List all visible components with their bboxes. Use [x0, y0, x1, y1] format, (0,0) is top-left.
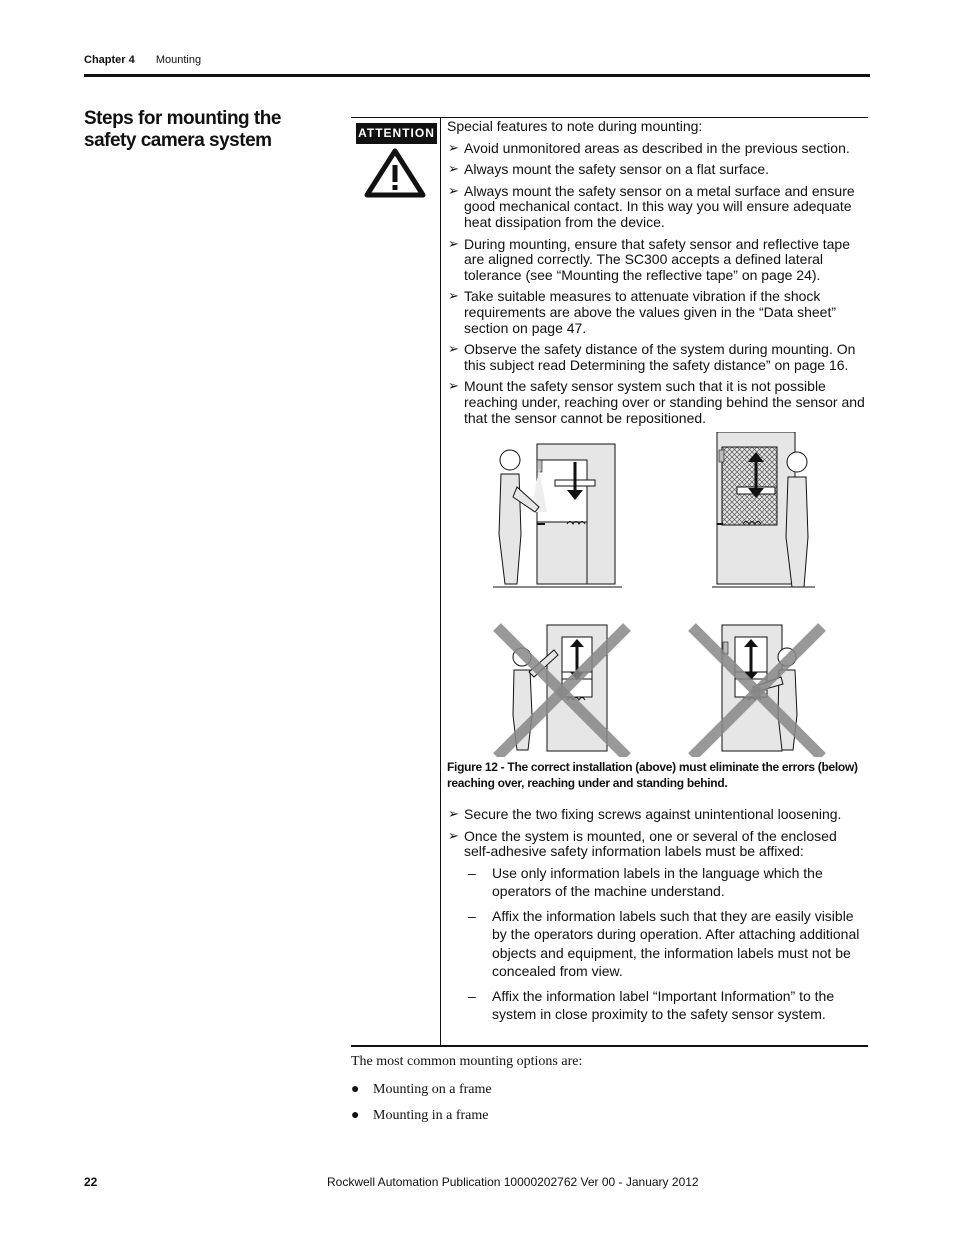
page-header [84, 54, 201, 66]
arrow-bullet-icon: ➢ [448, 235, 459, 251]
list-item: ➢ During mounting, ensure that safety sensor and reflective tape are aligned correctly. The SC300 accepts a defined lateral tolerance (see “Mounting the reflective tape” on page 24). [448, 235, 850, 283]
dash-item: – Affix the information label “Important Information” to the system in close proximity to the safety sensor system. [468, 987, 835, 1023]
correct-installation-behind [712, 432, 815, 587]
arrow-bullet-icon: ➢ [448, 139, 459, 155]
list-item: ➢ Always mount the safety sensor on a flat surface. [448, 161, 770, 178]
dash-list [447, 864, 865, 1024]
list-item: ➢ Mount the safety sensor system such that it is not possible reaching under, reaching over or standing behind the sensor and that the sensor cannot be repositioned. [448, 378, 865, 426]
arrow-bullet-icon: ➢ [448, 378, 459, 394]
list-item: ➢ Avoid unmonitored areas as described in the previous section. [448, 139, 850, 156]
correct-installation-front [493, 444, 622, 587]
attention-content [447, 118, 865, 1030]
attention-intro: Special features to note during mounting: [447, 118, 703, 134]
attention-bullet-list-2 [447, 807, 865, 1024]
publication-info: Rockwell Automation Publication 10000202762 Ver 00 - January 2012 [327, 1175, 699, 1189]
list-item: ➢ Always mount the safety sensor on a metal surface and ensure good mechanical contact. In this way you will ensure adequate heat dissipation from the device. [448, 182, 855, 230]
mounting-illustration [447, 432, 867, 757]
arrow-bullet-icon: ➢ [448, 806, 459, 822]
list-item: ➢ Secure the two fixing screws against unintentional loosening. [448, 806, 842, 823]
arrow-bullet-icon: ➢ [448, 161, 459, 177]
mounting-options [351, 1054, 582, 1134]
wrong-standing-behind [692, 625, 822, 757]
warning-triangle-icon [364, 148, 426, 198]
dash-item: – Affix the information labels such that they are easily visible by the operators during operation. After attaching additional objects and equipment, the information labels must not be concealed from view. [468, 907, 860, 980]
header-rule [84, 74, 870, 77]
bullet-dot-icon: ● [351, 1082, 360, 1097]
arrow-bullet-icon: ➢ [448, 341, 459, 357]
list-item: ● Mounting on a frame [351, 1082, 492, 1097]
list-item: ➢ Once the system is mounted, one or several of the enclosed self-adhesive safety information labels must be affixed: – Use only information labels in the language which the operators of the machine understand. – Affix the information labels such that they are easily visible by the operators during operation. After attaching additional objects and equipment, the information labels must not be concealed from view. – Affix the information label “Important Information” to the system in close proximity to the safety sensor system. [447, 829, 865, 1024]
attention-badge: ATTENTION [356, 123, 437, 144]
list-item: ● Mounting in a frame [351, 1108, 489, 1123]
attention-table [351, 117, 868, 1047]
arrow-bullet-icon: ➢ [448, 288, 459, 304]
attention-bullet-list [447, 141, 865, 427]
arrow-bullet-icon: ➢ [448, 182, 459, 198]
section-title: Steps for mounting the safety camera system [84, 108, 281, 151]
bullet-dot-icon: ● [351, 1108, 360, 1123]
dash-item: – Use only information labels in the language which the operators of the machine understand. [468, 864, 823, 900]
section-label: Mounting [155, 54, 202, 66]
figure-caption: Figure 12 - The correct installation (above) must eliminate the errors (below) reaching over, reaching under and standing behind. [447, 760, 858, 791]
attention-column [351, 118, 441, 1045]
page-number: 22 [84, 1175, 98, 1189]
wrong-reaching-over [497, 625, 627, 757]
arrow-bullet-icon: ➢ [448, 827, 459, 843]
chapter-label: Chapter 4 [84, 54, 135, 66]
list-item: ➢ Take suitable measures to attenuate vibration if the shock requirements are above the values given in the “Data sheet” section on page 47. [448, 288, 836, 336]
list-item: ➢ Observe the safety distance of the system during mounting. On this subject read Determining the safety distance” on page 16. [448, 341, 856, 373]
mounting-figure [447, 432, 867, 757]
mounting-options-intro: The most common mounting options are: [351, 1054, 583, 1069]
